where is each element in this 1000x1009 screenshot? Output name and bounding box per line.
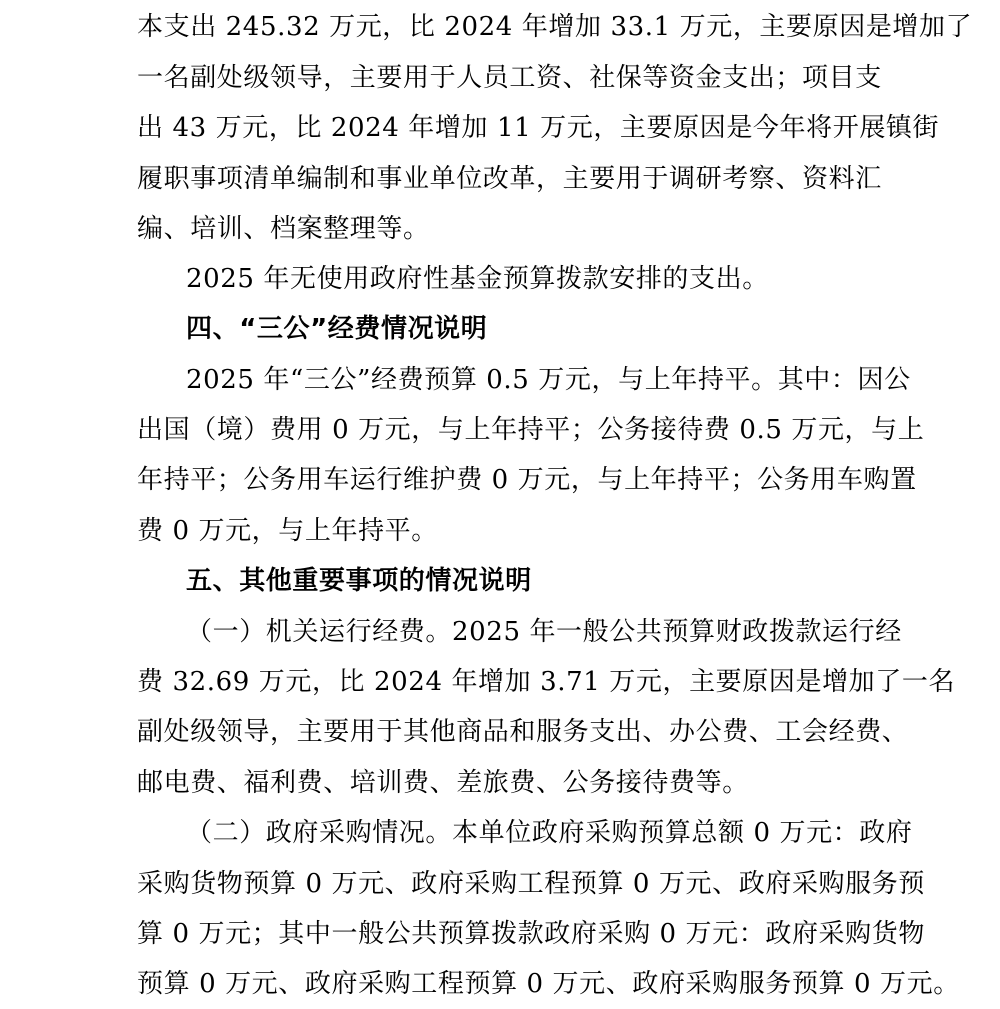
- paragraph-line: 一名副处级领导，主要用于人员工资、社保等资金支出；项目支: [137, 63, 882, 93]
- section-heading: 五、其他重要事项的情况说明: [186, 566, 532, 596]
- paragraph-line: 本支出 245.32 万元，比 2024 年增加 33.1 万元，主要原因是增加了: [137, 12, 973, 42]
- paragraph-line: 2025 年无使用政府性基金预算拨款安排的支出。: [186, 264, 769, 294]
- paragraph-line: 年持平；公务用车运行维护费 0 万元，与上年持平；公务用车购置: [137, 465, 917, 495]
- paragraph-line: 出 43 万元，比 2024 年增加 11 万元，主要原因是今年将开展镇街: [137, 113, 940, 143]
- item-text: 本单位政府采购预算总额 0 万元：政府: [452, 818, 913, 848]
- paragraph-line: 预算 0 万元、政府采购工程预算 0 万元、政府采购服务预算 0 万元。: [137, 969, 960, 999]
- paragraph-line: 采购货物预算 0 万元、政府采购工程预算 0 万元、政府采购服务预: [137, 869, 925, 899]
- item-title: （一）机关运行经费。: [186, 617, 453, 647]
- item-text: 2025 年一般公共预算财政拨款运行经: [452, 617, 902, 647]
- paragraph-line: 副处级领导，主要用于其他商品和服务支出、办公费、工会经费、: [137, 717, 909, 747]
- paragraph-line: 费 0 万元，与上年持平。: [137, 516, 438, 546]
- paragraph-line: 出国（境）费用 0 万元，与上年持平；公务接待费 0.5 万元，与上: [137, 415, 925, 445]
- paragraph-line: [186, 612, 902, 652]
- paragraph-line: 费 32.69 万元，比 2024 年增加 3.71 万元，主要原因是增加了一名: [137, 667, 956, 697]
- paragraph-line: 2025 年“三公”经费预算 0.5 万元，与上年持平。其中：因公: [186, 365, 911, 395]
- paragraph-line: 编、培训、档案整理等。: [137, 214, 430, 244]
- item-title: （二）政府采购情况。: [186, 818, 453, 848]
- section-heading: 四、“三公”经费情况说明: [186, 314, 488, 344]
- paragraph-line: 履职事项清单编制和事业单位改革，主要用于调研考察、资料汇: [137, 164, 882, 194]
- paragraph-line: 算 0 万元；其中一般公共预算拨款政府采购 0 万元：政府采购货物: [137, 919, 925, 949]
- paragraph-line: [186, 813, 913, 853]
- paragraph-line: 邮电费、福利费、培训费、差旅费、公务接待费等。: [137, 768, 749, 798]
